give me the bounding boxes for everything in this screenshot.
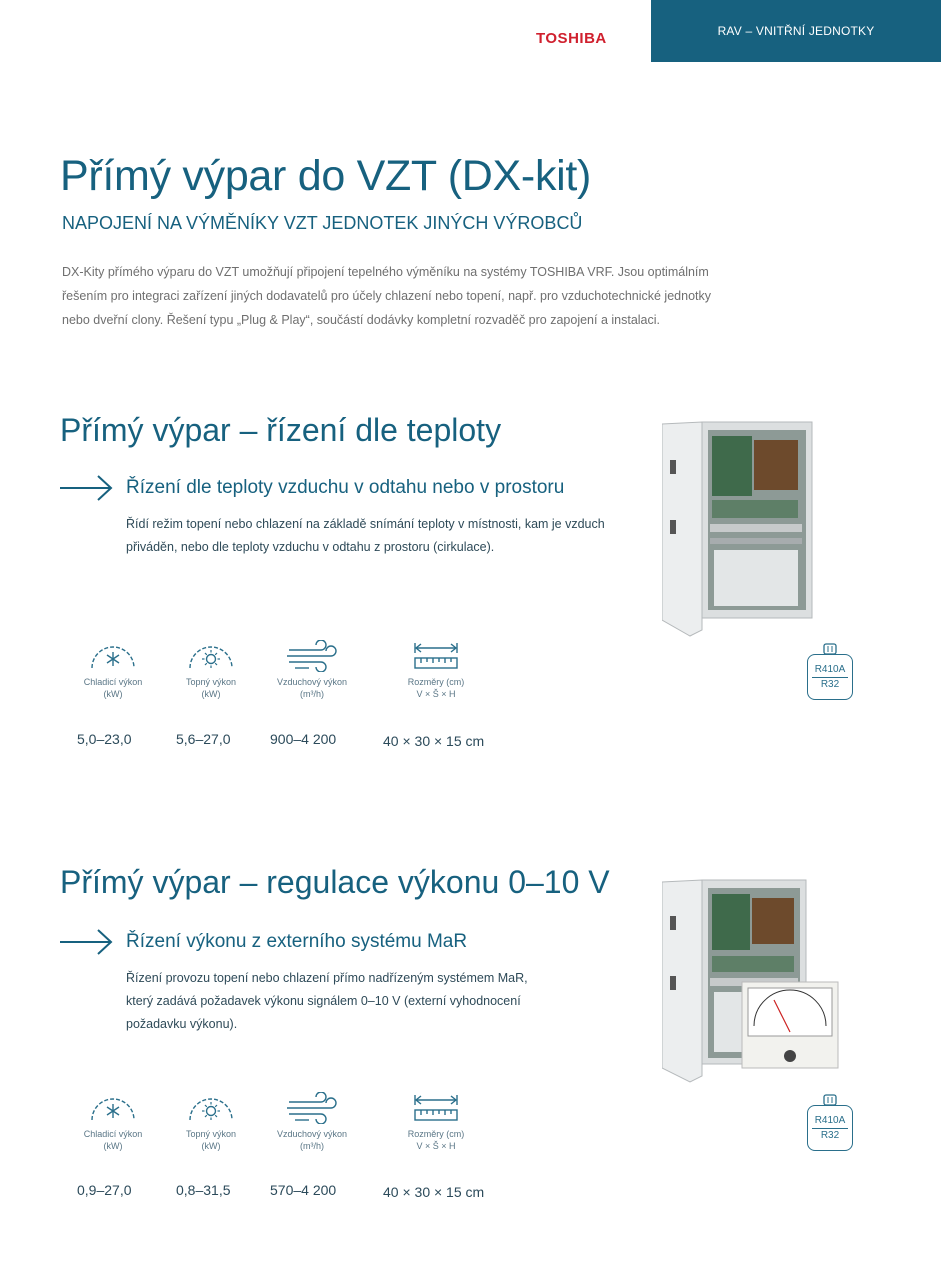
spec-dimensions-value: 40 × 30 × 15 cm [383, 733, 485, 749]
spec-heating-value: 5,6–27,0 [176, 731, 231, 747]
spec-heating [166, 1092, 256, 1152]
spec-dimensions [384, 1092, 488, 1152]
sun-gauge-icon [186, 640, 236, 672]
snowflake-gauge-icon [88, 640, 138, 672]
arrow-right-icon [60, 474, 114, 502]
dx-kit-cabinet-image [662, 420, 814, 638]
section-tab-label: RAV – VNITŘNÍ JEDNOTKY [717, 24, 875, 38]
spec-cooling-label: Chladicí výkon (kW) [83, 1129, 143, 1151]
airflow-icon [285, 1092, 339, 1124]
page-title: Přímý výpar do VZT (DX-kit) [60, 152, 592, 200]
spec-dimensions-value: 40 × 30 × 15 cm [383, 1184, 485, 1200]
dx-kit-cabinet-voltmeter-image [662, 876, 862, 1088]
refrigerant-badge [807, 1094, 853, 1151]
sun-gauge-icon [186, 1092, 236, 1124]
airflow-icon [285, 640, 339, 672]
spec-cooling-value: 0,9–27,0 [77, 1182, 132, 1198]
spec-dimensions-label: Rozměry (cm) V × Š × H [407, 677, 465, 699]
spec-heating-value: 0,8–31,5 [176, 1182, 231, 1198]
refrigerant-r410a: R410A [814, 663, 846, 675]
section-title: Přímý výpar – řízení dle teploty [60, 412, 502, 448]
page-subtitle: NAPOJENÍ NA VÝMĚNÍKY VZT JEDNOTEK JINÝCH VÝROBCŮ [62, 213, 583, 233]
spec-cooling [68, 640, 158, 700]
ruler-icon [411, 640, 461, 672]
spec-airflow [262, 640, 362, 700]
section-heading: Řízení dle teploty vzduchu v odtahu nebo v prostoru [126, 477, 565, 498]
spec-heating-label: Topný výkon (kW) [185, 1129, 237, 1151]
ruler-icon [411, 1092, 461, 1124]
spec-dimensions-label: Rozměry (cm) V × Š × H [407, 1129, 465, 1151]
section-description: Řízení provozu topení nebo chlazení přímo nadřízeným systémem MaR, který zadává požadavek výkonu signálem 0–10 V (externí vyhodnocení požadavku výkonu). [126, 971, 528, 1031]
refrigerant-r32: R32 [812, 1128, 848, 1143]
spec-dimensions [384, 640, 488, 700]
refrigerant-r410a: R410A [814, 1114, 846, 1126]
snowflake-gauge-icon [88, 1092, 138, 1124]
arrow-right-icon [60, 928, 114, 956]
section-tab [651, 0, 941, 62]
toshiba-logo: TOSHIBA [536, 30, 607, 47]
spec-heating [166, 640, 256, 700]
spec-airflow-value: 570–4 200 [270, 1182, 337, 1198]
spec-airflow-label: Vzduchový výkon (m³/h) [276, 1129, 348, 1151]
spec-cooling [68, 1092, 158, 1152]
section-description: Řídí režim topení nebo chlazení na základě snímání teploty v místnosti, kam je vzduch přiváděn, nebo dle teploty vzduchu v odtahu z prostoru (cirkulace). [126, 517, 605, 554]
spec-airflow-value: 900–4 200 [270, 731, 337, 747]
spec-cooling-value: 5,0–23,0 [77, 731, 132, 747]
intro-paragraph: DX-Kity přímého výparu do VZT umožňují připojení tepelného výměníku na systémy TOSHIBA VRF. Jsou optimálním řešením pro integraci zařízení jiných dodavatelů pro účely chlazení nebo topení, např. pro vzduchotechnické jednotky nebo dveřní clony. Řešení typu „Plug & Play“, součástí dodávky kompletní rozvaděč pro zapojení a instalaci. [62, 265, 711, 327]
refrigerant-r32: R32 [812, 677, 848, 692]
section-title: Přímý výpar – regulace výkonu 0–10 V [60, 864, 610, 900]
spec-heating-label: Topný výkon (kW) [185, 677, 237, 699]
refrigerant-badge [807, 643, 853, 700]
section-heading: Řízení výkonu z externího systému MaR [126, 931, 468, 952]
spec-airflow [262, 1092, 362, 1152]
spec-airflow-label: Vzduchový výkon (m³/h) [276, 677, 348, 699]
spec-cooling-label: Chladicí výkon (kW) [83, 677, 143, 699]
